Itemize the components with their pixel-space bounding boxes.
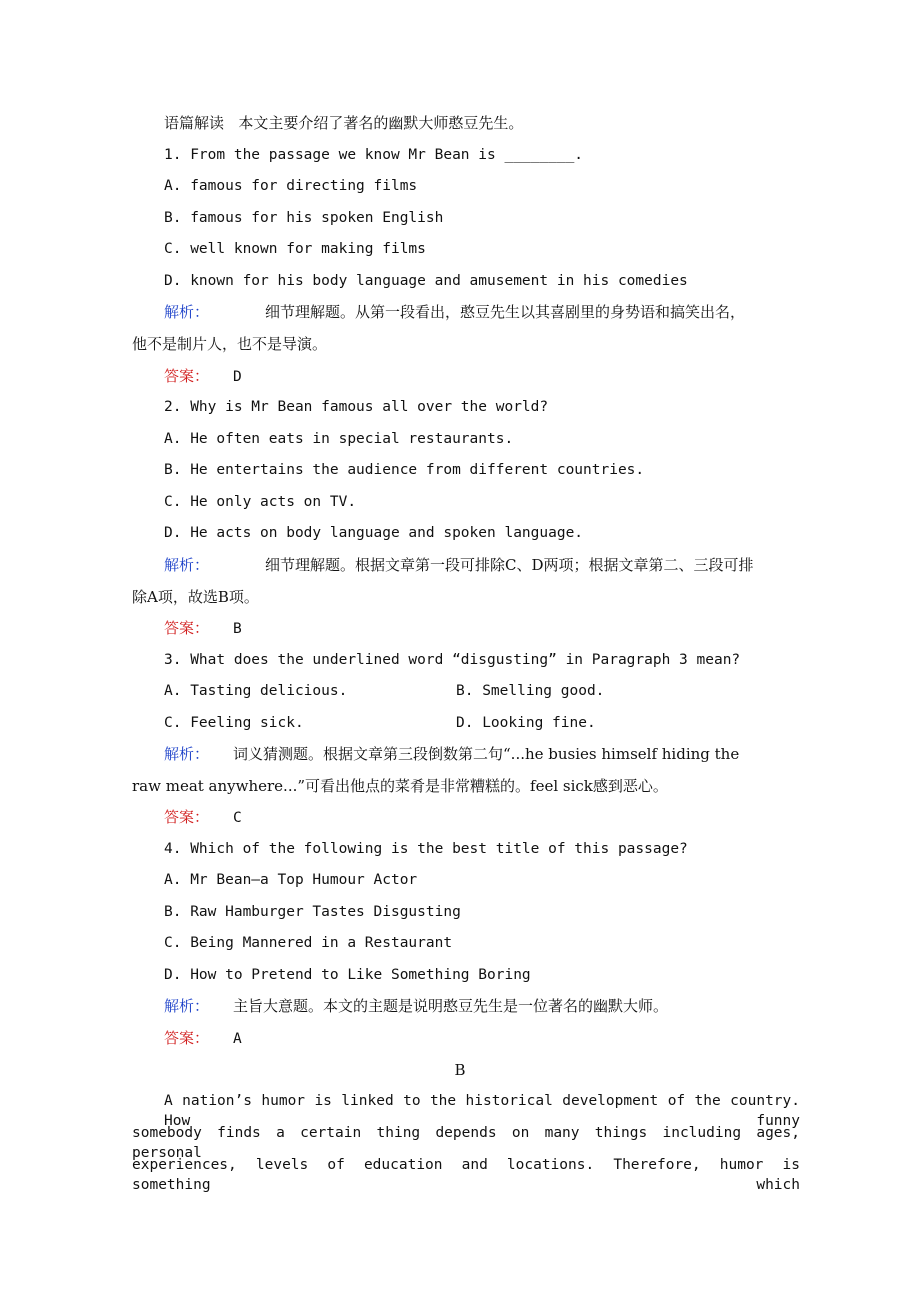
question-2-analysis-cont: 除A项，故选B项。 [132, 588, 259, 606]
question-4-answer [164, 1028, 800, 1049]
question-3-analysis-cont: raw meat anywhere...”可看出他点的菜肴是非常糟糕的。feel sick感到恶心。 [132, 777, 668, 795]
question-1-analysis-cont: 他不是制片人，也不是导演。 [132, 335, 328, 353]
question-1-option-c: C. well known for making films [164, 241, 426, 257]
answer-label: 答案： [164, 619, 210, 637]
question-1-analysis [164, 302, 800, 322]
analysis-label: 解析： [164, 556, 210, 574]
answer-label: 答案： [164, 808, 210, 826]
analysis-label: 解析： [164, 997, 210, 1015]
question-3-answer [164, 807, 800, 828]
question-3-option-a: A. Tasting delicious. [164, 683, 348, 699]
question-4-option-d: D. How to Pretend to Like Something Boring [164, 967, 531, 983]
question-2-stem: 2. Why is Mr Bean famous all over the world? [164, 399, 549, 415]
question-3-options-row-1 [164, 681, 800, 701]
intro-label: 语篇解读 [164, 114, 225, 132]
question-2-option-d: D. He acts on body language and spoken language. [164, 525, 584, 541]
analysis-text: 主旨大意题。本文的主题是说明憨豆先生是一位著名的幽默大师。 [233, 997, 669, 1015]
answer-label: 答案： [164, 1029, 210, 1047]
answer-label: 答案： [164, 367, 210, 385]
section-b-line-1: A nation’s humor is linked to the historical development of the country. How funny [164, 1093, 800, 1129]
question-3-option-d: D. Looking fine. [456, 715, 596, 731]
answer-value: C [233, 810, 242, 826]
question-2-option-a: A. He often eats in special restaurants. [164, 431, 514, 447]
question-4-analysis [164, 996, 800, 1016]
answer-value: D [233, 369, 242, 385]
question-1-stem: 1. From the passage we know Mr Bean is ________. [164, 147, 584, 163]
analysis-label: 解析： [164, 745, 210, 763]
question-1-answer [164, 366, 800, 387]
question-4-option-c: C. Being Mannered in a Restaurant [164, 935, 453, 951]
answer-value: A [233, 1031, 242, 1047]
intro-text: 本文主要介绍了著名的幽默大师憨豆先生。 [238, 114, 524, 132]
answer-value: B [233, 621, 242, 637]
analysis-label: 解析： [164, 303, 210, 321]
question-3-analysis [164, 744, 800, 764]
section-b-heading: B [454, 1061, 466, 1079]
question-2-option-c: C. He only acts on TV. [164, 494, 357, 510]
question-2-analysis [164, 555, 800, 575]
question-4-option-a: A. Mr Bean—a Top Humour Actor [164, 872, 418, 888]
question-1-option-b: B. famous for his spoken English [164, 210, 444, 226]
analysis-text: 词义猜测题。根据文章第三段倒数第二句“...he busies himself hiding the [233, 745, 740, 763]
question-3-option-b: B. Smelling good. [456, 683, 605, 699]
question-1-option-a: A. famous for directing films [164, 178, 418, 194]
question-3-option-c: C. Feeling sick. [164, 715, 304, 731]
question-3-options-row-2 [164, 713, 800, 733]
intro-line [164, 113, 800, 133]
question-3-stem: 3. What does the underlined word “disgusting” in Paragraph 3 mean? [164, 652, 741, 668]
question-2-option-b: B. He entertains the audience from different countries. [164, 462, 645, 478]
question-2-answer [164, 618, 800, 639]
section-b-line-3: experiences, levels of education and locations. Therefore, humor is something which [132, 1157, 800, 1193]
analysis-text: 细节理解题。从第一段看出，憨豆先生以其喜剧里的身势语和搞笑出名， [265, 303, 746, 321]
section-b-line-2: somebody finds a certain thing depends on many things including ages, personal [132, 1125, 800, 1161]
question-4-stem: 4. Which of the following is the best title of this passage? [164, 841, 688, 857]
question-1-option-d: D. known for his body language and amusement in his comedies [164, 273, 688, 289]
question-4-option-b: B. Raw Hamburger Tastes Disgusting [164, 904, 461, 920]
analysis-text: 细节理解题。根据文章第一段可排除C、D两项；根据文章第二、三段可排 [265, 556, 754, 574]
